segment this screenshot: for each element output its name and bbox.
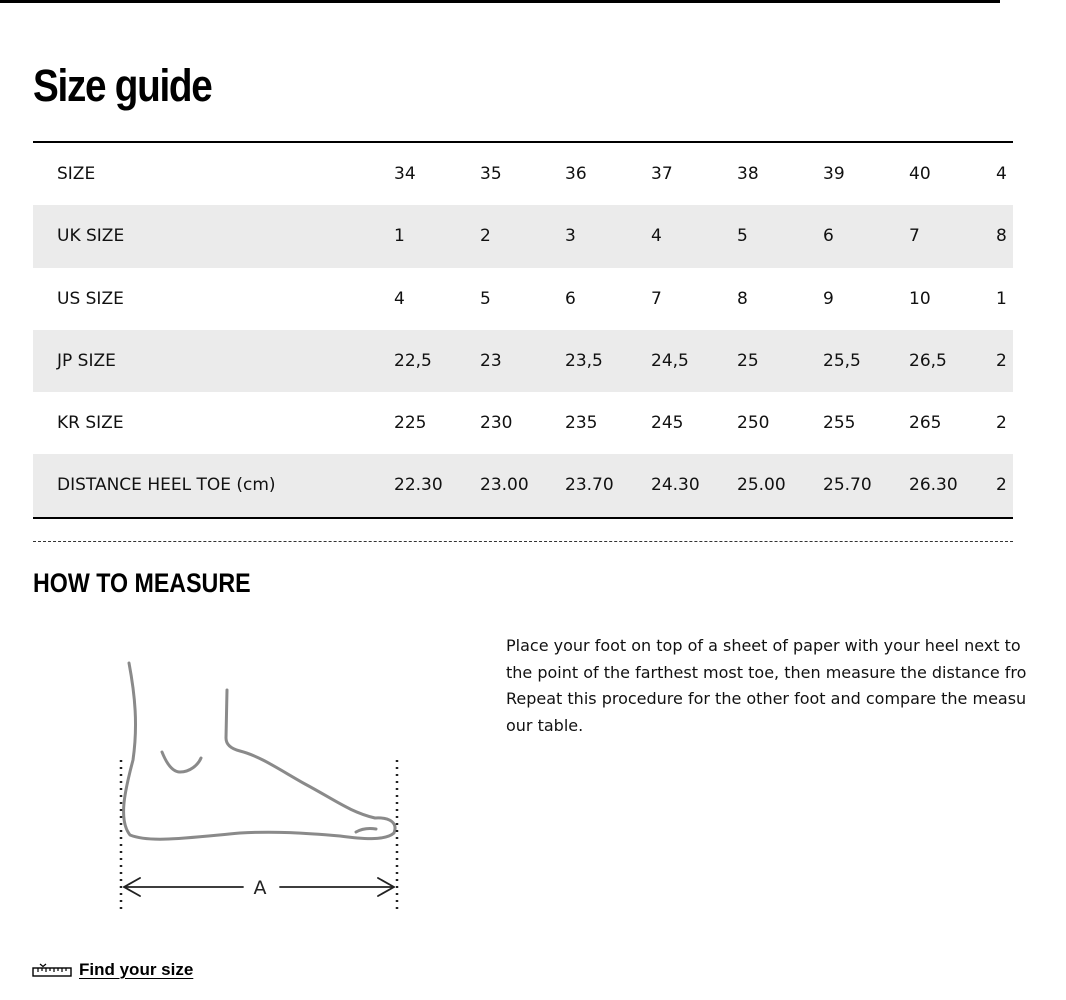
size-cell: 24.30	[651, 475, 700, 496]
instruction-line: Place your foot on top of a sheet of paper with your heel next to	[506, 636, 1021, 655]
foot-measure-illustration	[100, 650, 430, 920]
size-cell: 230	[480, 413, 513, 434]
size-cell: 2	[996, 413, 1007, 434]
size-row	[33, 205, 1013, 267]
size-cell: 1	[996, 288, 1007, 309]
size-cell: 23	[480, 350, 502, 371]
diagram-label-a: A	[253, 877, 267, 899]
size-cell: 2	[996, 475, 1007, 496]
row-label: SIZE	[57, 164, 96, 184]
size-cell: 245	[651, 413, 684, 434]
dashed-divider	[33, 541, 1013, 542]
instruction-line: Repeat this procedure for the other foot and compare the measu	[506, 689, 1027, 708]
find-your-size-label[interactable]: Find your size	[79, 960, 194, 979]
size-cell: 22,5	[394, 350, 432, 371]
size-cell: 2	[996, 350, 1007, 371]
row-label: JP SIZE	[57, 350, 116, 371]
size-header-cell: 4	[996, 164, 1007, 184]
size-cell: 225	[394, 413, 427, 434]
top-divider	[0, 0, 1000, 3]
size-cell: 7	[909, 226, 920, 247]
instruction-line: our table.	[506, 715, 584, 735]
size-header-cell: 36	[565, 164, 587, 184]
size-cell: 250	[737, 413, 770, 434]
size-header-cell: 34	[394, 164, 416, 184]
size-header-cell: 38	[737, 164, 759, 184]
row-label: DISTANCE HEEL TOE (cm)	[57, 475, 276, 496]
size-cell: 25,5	[823, 350, 861, 371]
row-label: KR SIZE	[57, 413, 124, 434]
size-cell: 25.00	[737, 475, 786, 496]
size-cell: 5	[480, 288, 491, 309]
size-header-cell: 37	[651, 164, 673, 184]
size-cell: 6	[823, 226, 834, 247]
size-cell: 7	[651, 288, 662, 309]
size-cell: 23.70	[565, 475, 614, 496]
size-cell: 2	[480, 226, 491, 247]
size-cell: 265	[909, 413, 942, 434]
size-cell: 8	[996, 226, 1007, 247]
size-cell: 6	[565, 288, 576, 309]
instruction-line: the point of the farthest most toe, then measure the distance fro	[506, 662, 1027, 682]
page-title: Size guide	[33, 60, 212, 111]
size-cell: 8	[737, 288, 748, 309]
size-header-row	[33, 143, 1013, 205]
size-cell: 24,5	[651, 350, 689, 371]
size-row	[33, 454, 1013, 516]
size-cell: 23.00	[480, 475, 529, 496]
size-cell: 10	[909, 288, 931, 309]
size-cell: 4	[651, 226, 662, 247]
size-cell: 26,5	[909, 350, 947, 371]
size-header-cell: 40	[909, 164, 931, 184]
measure-instructions	[506, 633, 1066, 739]
size-table	[33, 141, 1013, 519]
size-row	[33, 392, 1013, 454]
size-cell: 25.70	[823, 475, 872, 496]
size-row	[33, 268, 1013, 330]
size-cell: 22.30	[394, 475, 443, 496]
row-label: UK SIZE	[57, 226, 125, 247]
size-header-cell: 35	[480, 164, 502, 184]
size-header-cell: 39	[823, 164, 845, 184]
ruler-icon	[32, 963, 72, 977]
size-cell: 23,5	[565, 350, 603, 371]
size-cell: 3	[565, 226, 576, 247]
size-cell: 9	[823, 288, 834, 309]
size-cell: 25	[737, 350, 759, 371]
size-cell: 5	[737, 226, 748, 247]
size-row	[33, 330, 1013, 392]
find-your-size-link[interactable]	[32, 956, 193, 984]
size-cell: 4	[394, 288, 405, 309]
how-to-measure-title: HOW TO MEASURE	[33, 568, 251, 598]
size-cell: 235	[565, 413, 598, 434]
size-cell: 26.30	[909, 475, 958, 496]
size-cell: 255	[823, 413, 856, 434]
size-cell: 1	[394, 226, 405, 247]
row-label: US SIZE	[57, 288, 124, 309]
